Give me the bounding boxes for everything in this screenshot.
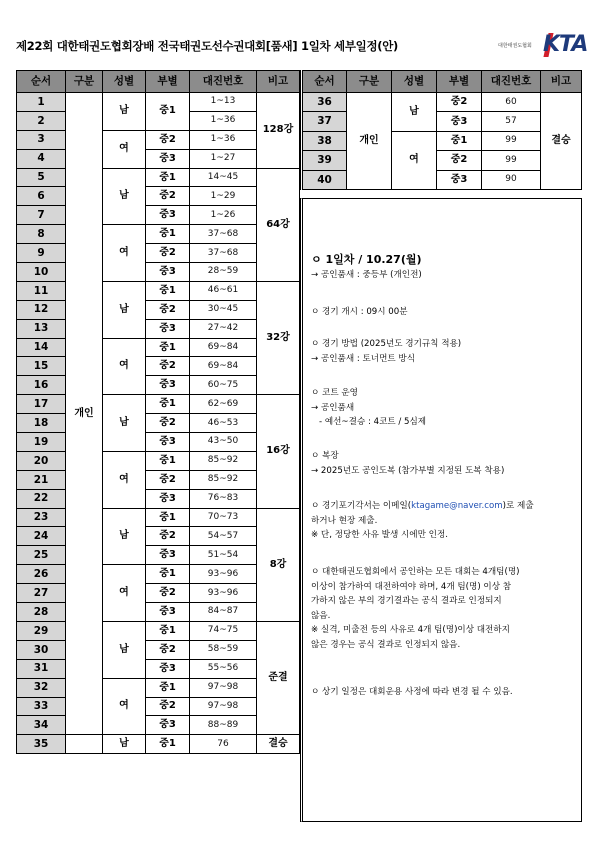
rule-note1: ※ 실격, 미출전 등의 사유로 4개 팀(명)이상 대전하지: [311, 625, 510, 635]
row-number: 4: [17, 149, 66, 168]
row-number: 22: [17, 489, 66, 508]
gender-cell: 남: [103, 93, 146, 131]
dress-section: [311, 449, 576, 478]
bracket-cell: 60: [482, 93, 541, 112]
row-number: 17: [17, 395, 66, 414]
division-cell: 중1: [146, 338, 190, 357]
bracket-cell: 74~75: [190, 621, 257, 640]
page-title: 제22회 대한태권도협회장배 전국태권도선수권대회[품새] 1일차 세부일정(안): [16, 39, 399, 53]
header-bracket: 대진번호: [190, 71, 257, 93]
division-cell: 중1: [146, 281, 190, 300]
row-number: 28: [17, 603, 66, 622]
row-number: 13: [17, 319, 66, 338]
row-number: 2: [17, 111, 66, 130]
bracket-cell: 93~96: [190, 584, 257, 603]
bracket-cell: 57: [482, 112, 541, 131]
division-cell: 중1: [146, 621, 190, 640]
bracket-cell: 99: [482, 151, 541, 170]
start-time: ㅇ 경기 개시 : 09시 00분: [311, 307, 408, 317]
gender-cell: 여: [103, 678, 146, 735]
bracket-cell: 58~59: [190, 640, 257, 659]
bracket-cell: 97~98: [190, 678, 257, 697]
remark-cell: 준결: [257, 621, 300, 734]
bracket-cell: 90: [482, 170, 541, 189]
gender-cell: 남: [103, 395, 146, 452]
dress-heading: ㅇ 복장: [311, 451, 339, 461]
division-cell: 중2: [146, 187, 190, 206]
row-number: 30: [17, 640, 66, 659]
gender-cell: 여: [103, 130, 146, 168]
header-order: 순서: [17, 71, 66, 93]
day-section: [311, 253, 576, 282]
division-cell: 중3: [146, 489, 190, 508]
division-cell: 중3: [146, 603, 190, 622]
schedule-table-left: [16, 70, 300, 754]
row-number: 27: [17, 584, 66, 603]
division-cell: 중1: [146, 735, 190, 754]
row-number: 11: [17, 281, 66, 300]
forfeit-line2: 하거나 현장 제출.: [311, 515, 378, 526]
division-cell: 중3: [146, 716, 190, 735]
bracket-cell: 1~36: [190, 111, 257, 130]
rule-line4: 않음.: [311, 610, 331, 621]
division-cell: 중3: [437, 170, 482, 189]
row-number: 14: [17, 338, 66, 357]
remark-cell: 64강: [257, 168, 300, 281]
row-number: 38: [302, 131, 347, 150]
gender-cell: 남: [103, 168, 146, 225]
division-cell: 중2: [146, 584, 190, 603]
header-category: 구분: [66, 71, 103, 93]
bracket-cell: 30~45: [190, 300, 257, 319]
gender-cell: 여: [103, 565, 146, 622]
table-row: [17, 93, 300, 112]
gender-cell: 남: [392, 93, 437, 132]
dress-sub: → 2025년도 공인도복 (참가부별 지정된 도복 착용): [311, 465, 505, 476]
bracket-cell: 27~42: [190, 319, 257, 338]
bracket-cell: 76: [190, 735, 257, 754]
bracket-cell: 70~73: [190, 508, 257, 527]
bracket-cell: 85~92: [190, 451, 257, 470]
remark-cell: 16강: [257, 395, 300, 508]
row-number: 39: [302, 151, 347, 170]
court-sub2: - 예선~결승 : 4코트 / 5심제: [319, 417, 427, 427]
bracket-cell: 46~61: [190, 281, 257, 300]
header-division: 부별: [437, 71, 482, 93]
row-number: 15: [17, 357, 66, 376]
category-cell: 개인: [347, 93, 392, 190]
division-cell: 중3: [146, 319, 190, 338]
bracket-cell: 54~57: [190, 527, 257, 546]
remark-cell: 32강: [257, 281, 300, 394]
forfeit-note: ※ 단, 정당한 사유 발생 시에만 인정.: [311, 530, 448, 540]
gender-cell: 남: [103, 735, 146, 754]
row-number: 8: [17, 225, 66, 244]
bracket-cell: 69~84: [190, 357, 257, 376]
forfeit-section: [311, 499, 576, 543]
division-cell: 중2: [146, 527, 190, 546]
division-cell: 중2: [437, 151, 482, 170]
division-cell: 중2: [146, 244, 190, 263]
bracket-cell: 76~83: [190, 489, 257, 508]
division-cell: 중1: [146, 395, 190, 414]
division-cell: 중1: [146, 225, 190, 244]
info-panel: [300, 198, 582, 822]
gender-cell: 남: [103, 508, 146, 565]
row-number: 9: [17, 244, 66, 263]
bracket-cell: 93~96: [190, 565, 257, 584]
rule-line2: 이상이 참가하여 대전하여야 하며, 4개 팀(명) 이상 참: [311, 581, 512, 592]
row-number: 6: [17, 187, 66, 206]
division-cell: 중3: [146, 206, 190, 225]
header-remark: 비고: [541, 71, 582, 93]
row-number: 33: [17, 697, 66, 716]
division-cell: 중2: [146, 414, 190, 433]
remark-cell: 결승: [257, 735, 300, 754]
bracket-cell: 28~59: [190, 263, 257, 282]
gender-cell: 여: [103, 451, 146, 508]
row-number: 26: [17, 565, 66, 584]
division-cell: 중1: [146, 93, 190, 131]
header-row: [17, 71, 300, 93]
division-cell: 중2: [146, 130, 190, 149]
bracket-cell: 1~29: [190, 187, 257, 206]
division-cell: 중3: [146, 659, 190, 678]
table-row: [17, 508, 300, 527]
row-number: 1: [17, 93, 66, 112]
header-bracket: 대진번호: [482, 71, 541, 93]
rule-note2: 않은 경우는 공식 결과로 인정되지 않음.: [311, 639, 461, 650]
court-sub1: → 공인품새: [311, 402, 355, 413]
bracket-cell: 43~50: [190, 433, 257, 452]
bracket-cell: 69~84: [190, 338, 257, 357]
method-sub: → 공인품새 : 토너먼트 방식: [311, 353, 416, 364]
division-cell: 중1: [146, 678, 190, 697]
bracket-cell: 1~13: [190, 93, 257, 112]
row-number: 20: [17, 451, 66, 470]
bracket-cell: 37~68: [190, 225, 257, 244]
row-number: 35: [17, 735, 66, 754]
table-row: [17, 621, 300, 640]
row-number: 23: [17, 508, 66, 527]
division-cell: 중3: [146, 546, 190, 565]
forfeit-post: )로 제출: [502, 501, 534, 511]
bracket-cell: 37~68: [190, 244, 257, 263]
division-cell: 중3: [437, 112, 482, 131]
division-cell: 중2: [146, 470, 190, 489]
court-section: [311, 386, 576, 430]
table-row: [302, 93, 582, 112]
bracket-cell: 85~92: [190, 470, 257, 489]
row-number: 37: [302, 112, 347, 131]
division-cell: 중2: [437, 93, 482, 112]
logo-mark: KTA: [543, 32, 588, 57]
row-number: 36: [302, 93, 347, 112]
court-heading: ㅇ 코트 운영: [311, 388, 358, 398]
row-number: 31: [17, 659, 66, 678]
kta-logo: [498, 30, 588, 60]
category-cell-empty: [66, 735, 103, 754]
header-gender: 성별: [392, 71, 437, 93]
method-heading: ㅇ 경기 방법 (2025년도 경기규칙 적용): [311, 339, 462, 349]
header-remark: 비고: [257, 71, 300, 93]
forfeit-line1: [311, 499, 576, 514]
schedule-table-right: [300, 70, 582, 190]
bracket-cell: 97~98: [190, 697, 257, 716]
forfeit-pre: ㅇ 경기포기각서는 이메일(: [311, 501, 412, 511]
gender-cell: 남: [103, 281, 146, 338]
division-cell: 중1: [146, 451, 190, 470]
row-number: 32: [17, 678, 66, 697]
forfeit-email-link[interactable]: ktagame@naver.com: [411, 501, 503, 511]
gender-cell: 여: [103, 225, 146, 282]
row-number: 19: [17, 433, 66, 452]
division-cell: 중3: [146, 263, 190, 282]
logo-small-text: 대한태권도협회: [498, 43, 532, 49]
division-cell: 중1: [146, 168, 190, 187]
row-number: 3: [17, 130, 66, 149]
day-sub: → 공인품새 : 중등부 (개인전): [311, 269, 422, 280]
row-number: 18: [17, 414, 66, 433]
rule-line1: ㅇ 대한태권도협회에서 공인하는 모든 대회는 4개팀(명): [311, 567, 520, 577]
bracket-cell: 51~54: [190, 546, 257, 565]
gender-cell: 여: [103, 338, 146, 395]
bracket-cell: 99: [482, 131, 541, 150]
category-cell: 개인: [66, 93, 103, 735]
row-number: 10: [17, 263, 66, 282]
division-cell: 중1: [146, 565, 190, 584]
row-number: 25: [17, 546, 66, 565]
remark-cell: 128강: [257, 93, 300, 169]
row-number: 21: [17, 470, 66, 489]
gender-cell: 남: [103, 621, 146, 678]
remark-cell: 결승: [541, 93, 582, 190]
row-number: 7: [17, 206, 66, 225]
gender-cell: 여: [392, 131, 437, 189]
division-cell: 중2: [146, 640, 190, 659]
division-cell: 중2: [146, 300, 190, 319]
bracket-cell: 84~87: [190, 603, 257, 622]
row-number: 34: [17, 716, 66, 735]
table-row: [302, 170, 582, 189]
header-row: [302, 71, 582, 93]
header-order: 순서: [302, 71, 347, 93]
bracket-cell: 1~26: [190, 206, 257, 225]
bracket-cell: 46~53: [190, 414, 257, 433]
division-cell: 중3: [146, 433, 190, 452]
table-row: [302, 131, 582, 150]
table-row: [302, 112, 582, 131]
bracket-cell: 1~27: [190, 149, 257, 168]
bracket-cell: 60~75: [190, 376, 257, 395]
rule-section: [311, 565, 576, 652]
division-cell: 중2: [146, 697, 190, 716]
header-gender: 성별: [103, 71, 146, 93]
header-division: 부별: [146, 71, 190, 93]
division-cell: 중2: [146, 357, 190, 376]
row-number: 5: [17, 168, 66, 187]
method-section: [311, 337, 576, 366]
row-number: 24: [17, 527, 66, 546]
bracket-cell: 1~36: [190, 130, 257, 149]
row-number: 16: [17, 376, 66, 395]
header-category: 구분: [347, 71, 392, 93]
division-cell: 중3: [146, 149, 190, 168]
day-heading: ㅇ 1일차 / 10.27(월): [311, 253, 422, 266]
row-number: 40: [302, 170, 347, 189]
bracket-cell: 14~45: [190, 168, 257, 187]
division-cell: 중1: [437, 131, 482, 150]
row-number: 29: [17, 621, 66, 640]
rule-line3: 가하지 않은 부의 경기결과는 공식 결과로 인정되지: [311, 596, 502, 606]
division-cell: 중3: [146, 376, 190, 395]
table-row: [17, 395, 300, 414]
bracket-cell: 62~69: [190, 395, 257, 414]
remark-cell: 8강: [257, 508, 300, 621]
bracket-cell: 88~89: [190, 716, 257, 735]
table-row: [17, 168, 300, 187]
table-row: [17, 281, 300, 300]
bracket-cell: 55~56: [190, 659, 257, 678]
table-row: [302, 151, 582, 170]
table-row: [17, 735, 300, 754]
division-cell: 중1: [146, 508, 190, 527]
row-number: 12: [17, 300, 66, 319]
schedule-change-note: ㅇ 상기 일정은 대회운용 사정에 따라 변경 될 수 있음.: [311, 687, 513, 697]
